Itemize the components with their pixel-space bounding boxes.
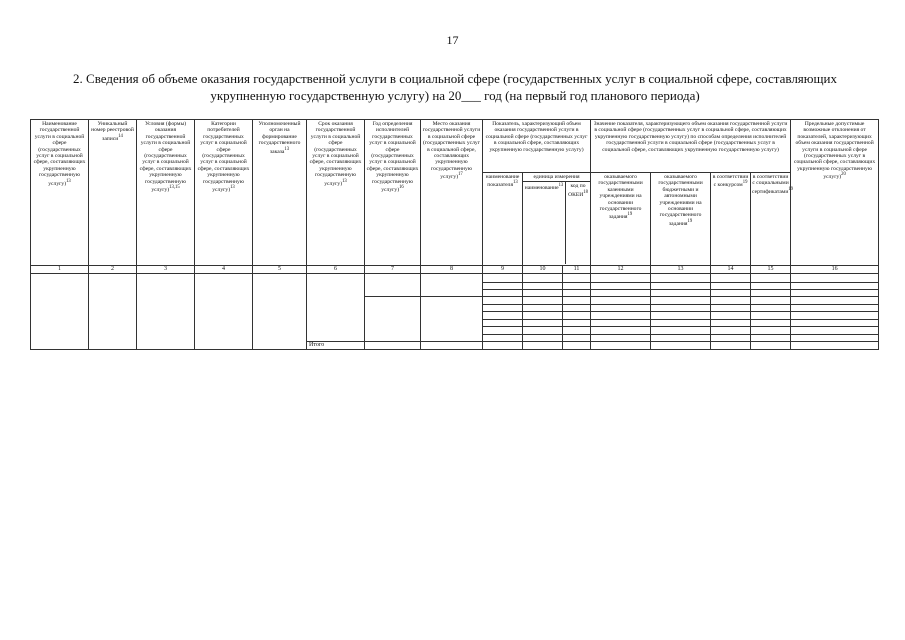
- volume-table: [30, 119, 879, 350]
- cell-16: [791, 274, 879, 350]
- header-col-5: Уполномоченный орган на формирование государственного заказа$^{13}$: [253, 120, 307, 266]
- header-row-1: [31, 120, 879, 173]
- header-col-11: код по ОКЕИ$^{18}$: [568, 183, 588, 198]
- cell-1: [31, 274, 89, 350]
- cell-7: [365, 274, 421, 350]
- header-col-7: Год определения исполнителей государственных услуг в социальной сфере (государственных услуг в социальной сфере, составляющих укрупненную государственную услугу)$^{16}$: [365, 120, 421, 266]
- header-col-1: Наименование государственной услуги в социальной сфере (государственных услуг в социальной сфере, составляющих укрупненную государственную услугу)$^{13}$: [31, 120, 89, 266]
- cell-15: [751, 274, 791, 350]
- col-num-12: 12: [591, 266, 651, 274]
- header-col-3: Условия (формы) оказания государственной услуги в социальной сфере (государственных услуг в социальной сфере, составляющих укрупненную государственную услугу)$^{13,15}$: [137, 120, 195, 266]
- header-col-16: Предельные допустимые возможные отклонения от показателей, характеризующих объем оказания государственной услуги в социальной сфере (государственных услуг в социальной сфере, составляющих укрупненную государственную услугу)$^{20}$: [791, 120, 879, 266]
- col-num-13: 13: [651, 266, 711, 274]
- cell-8: [421, 274, 483, 350]
- header-unit-group: [523, 173, 591, 266]
- col-num-3: 3: [137, 266, 195, 274]
- header-col-15: в соответствии с социальными сертификатами$^{19}$: [751, 173, 791, 266]
- header-col-6: Срок оказания государственной услуги в социальной сфере (государственных услуг в социальной сфере, составляющих укрупненную государственную услугу)$^{13}$: [307, 120, 365, 266]
- cell-5: [253, 274, 307, 350]
- col-num-9: 9: [483, 266, 523, 274]
- col-num-10: 10: [523, 266, 563, 274]
- column-number-row: [31, 266, 879, 274]
- header-col-14: в соответствии с конкурсом$^{19}$: [711, 173, 751, 266]
- cell-2: [89, 274, 137, 350]
- col-num-6: 6: [307, 266, 365, 274]
- header-col-10: наименование$^{13}$: [523, 182, 566, 264]
- section-title: 2. Сведения об объеме оказания государственной услуги в социальной сфере (государственных услуг в социальной сфере, составляющих укрупненную государственную услугу) на 20___ год (на первый год планового периода): [73, 71, 837, 103]
- cell-4: [195, 274, 253, 350]
- cell-13: [651, 274, 711, 350]
- header-col-4: Категории потребителей государственных услуг в социальной сфере (государственных услуг в социальной сфере, составляющих укрупненную государственную услугу)$^{13}$: [195, 120, 253, 266]
- col-num-11: 11: [563, 266, 591, 274]
- page-number: 17: [446, 33, 459, 47]
- col-num-14: 14: [711, 266, 751, 274]
- cell-9: [483, 274, 523, 350]
- cell-10: [523, 274, 563, 350]
- header-group-indicator: Показатель, характеризующий объем оказания государственной услуги в социальной сфере (государственных услуг в социальной сфере, составляющих укрупненную государственную услугу): [483, 120, 591, 173]
- header-col-9: наименование показателя$^{13}$: [483, 173, 523, 266]
- col-num-8: 8: [421, 266, 483, 274]
- header-col-2: Уникальный номер реестровой записи$^{14}$: [89, 120, 137, 266]
- col-num-1: 1: [31, 266, 89, 274]
- total-label: Итого: [309, 341, 325, 348]
- header-col-8: Место оказания государственной услуги в социальной сфере (государственных услуг в социальной сфере, составляющих укрупненную государственную услугу)$^{17}$: [421, 120, 483, 266]
- cell-3: [137, 274, 195, 350]
- col-num-16: 16: [791, 266, 879, 274]
- cell-6: [307, 274, 365, 350]
- table-row: [31, 274, 879, 350]
- col-num-4: 4: [195, 266, 253, 274]
- header-unit-label: единица измерения: [523, 173, 590, 182]
- col-num-7: 7: [365, 266, 421, 274]
- cell-14: [711, 274, 751, 350]
- col-num-15: 15: [751, 266, 791, 274]
- cell-11: [563, 274, 591, 350]
- header-col-13: оказываемого государственными бюджетными и автономными учреждениями на основании государственного задания$^{19}$: [651, 173, 711, 266]
- cell-12: [591, 274, 651, 350]
- col-num-2: 2: [89, 266, 137, 274]
- col-num-5: 5: [253, 266, 307, 274]
- header-group-value: Значение показателя, характеризующего объем оказания государственной услуги в социальной сфере (государственных услуг в социальной сфере, составляющих укрупненную государственную услугу) по способам определения исполнителей государственной услуги в социальной сфере (государственных услуг в социальной сфере, составляющих укрупненную государственную услугу): [591, 120, 791, 173]
- header-col-12: оказываемого государственными казенными учреждениями на основании государственного задания$^{19}$: [591, 173, 651, 266]
